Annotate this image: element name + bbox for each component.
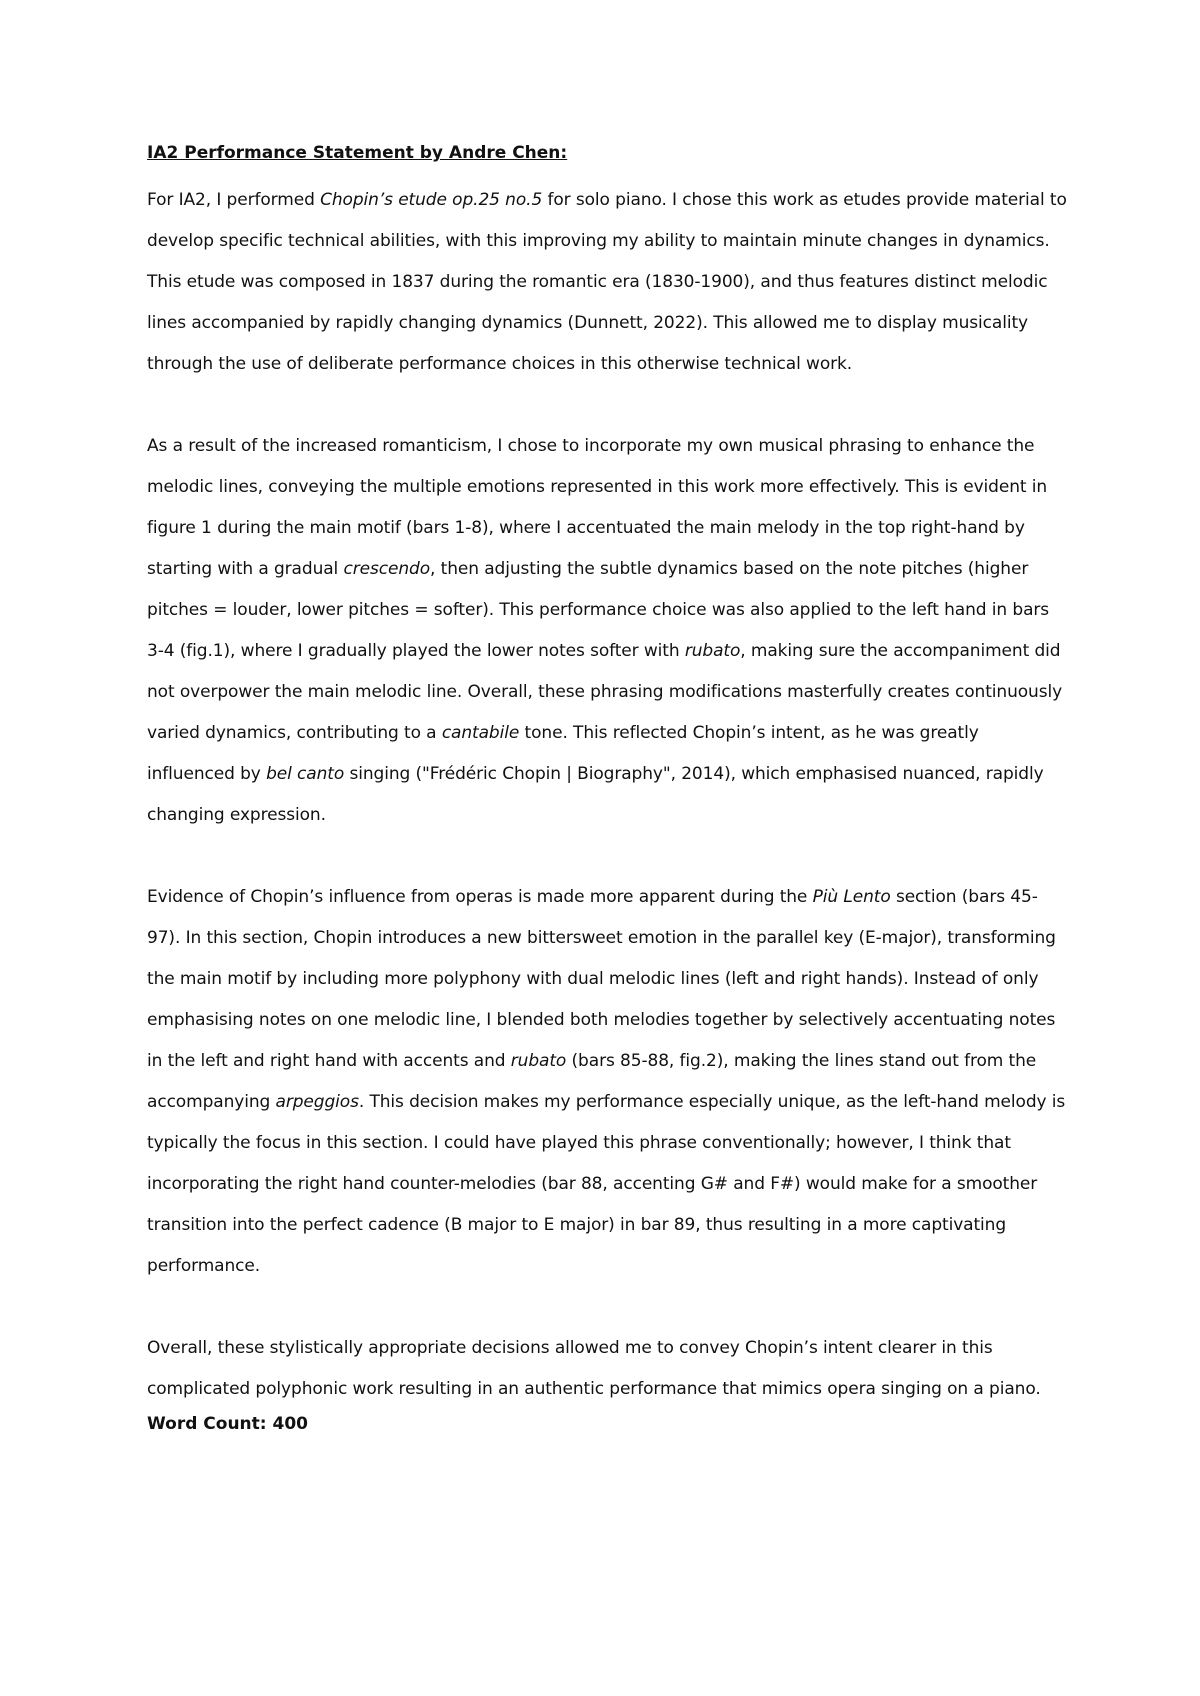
- paragraph-1: [147, 180, 1067, 385]
- document-body: [147, 143, 1067, 1436]
- text-run: (bars 85-88, fig.2), making the lines stand out from the accompanying: [147, 1051, 1037, 1112]
- text-run: , then adjusting the subtle dynamics based on the note pitches (higher pitches = louder, lower pitches = softer). This performance choice was also applied to the left hand in bars 3-4 (fig.1), where I gradually played the lower notes softer with: [147, 559, 1050, 661]
- italic-term: arpeggios: [275, 1092, 359, 1112]
- text-run: As a result of the increased romanticism, I chose to incorporate my own musical phrasing to enhance the melodic lines, conveying the multiple emotions represented in this work more effectively. This is evident in figure 1 during the main motif (bars 1-8), where I accentuated the main melody in the top right-hand by starting with a gradual: [147, 436, 1048, 579]
- italic-term: cantabile: [441, 723, 520, 743]
- text-run: , making sure the accompaniment did not overpower the main melodic line. Overall, these phrasing modifications masterfully creates continuously varied dynamics, contributing to a: [147, 641, 1063, 743]
- text-run: Evidence of Chopin’s influence from operas is made more apparent during the: [147, 887, 813, 907]
- paragraph-2: [147, 426, 1067, 836]
- italic-term: crescendo: [343, 559, 431, 579]
- italic-term: rubato: [684, 641, 741, 661]
- italic-work-title: Chopin’s etude op.25 no.5: [320, 190, 543, 210]
- italic-term: bel canto: [266, 764, 345, 784]
- text-run: for solo piano. I chose this work as etudes provide material to develop specific technical abilities, with this improving my ability to maintain minute changes in dynamics. This etude was composed in 1837 during the romantic era (1830-1900), and thus features distinct melodic lines accompanied by rapidly changing dynamics (Dunnett, 2022). This allowed me to display musicality through the use of deliberate performance choices in this otherwise technical work.: [147, 190, 1067, 374]
- paragraph-3: [147, 877, 1067, 1287]
- text-run: . This decision makes my performance especially unique, as the left-hand melody is typically the focus in this section. I could have played this phrase conventionally; however, I think that incorporating the right hand counter-melodies (bar 88, accenting G# and F#) would make for a smoother transition into the perfect cadence (B major to E major) in bar 89, thus resulting in a more captivating performance.: [147, 1092, 1066, 1276]
- text-run: For IA2, I performed: [147, 190, 321, 210]
- paragraph-4: [147, 1328, 1067, 1410]
- text-run: Overall, these stylistically appropriate decisions allowed me to convey Chopin’s intent clearer in this complicated polyphonic work resulting in an authentic performance that mimics opera singing on a piano.: [147, 1338, 1041, 1399]
- text-run: section (bars 45-97). In this section, Chopin introduces a new bittersweet emotion in the parallel key (E-major), transforming the main motif by including more polyphony with dual melodic lines (left and right hands). Instead of only emphasising notes on one melodic line, I blended both melodies together by selectively accentuating notes in the left and right hand with accents and: [147, 887, 1056, 1071]
- italic-term: rubato: [510, 1051, 567, 1071]
- word-count: Word Count: 400: [147, 1414, 308, 1434]
- text-run: singing ("Frédéric Chopin | Biography", 2014), which emphasised nuanced, rapidly changing expression.: [147, 764, 1044, 825]
- document-title: IA2 Performance Statement by Andre Chen:: [147, 143, 568, 163]
- text-run: tone. This reflected Chopin’s intent, as he was greatly influenced by: [147, 723, 979, 784]
- italic-term: Più Lento: [812, 887, 891, 907]
